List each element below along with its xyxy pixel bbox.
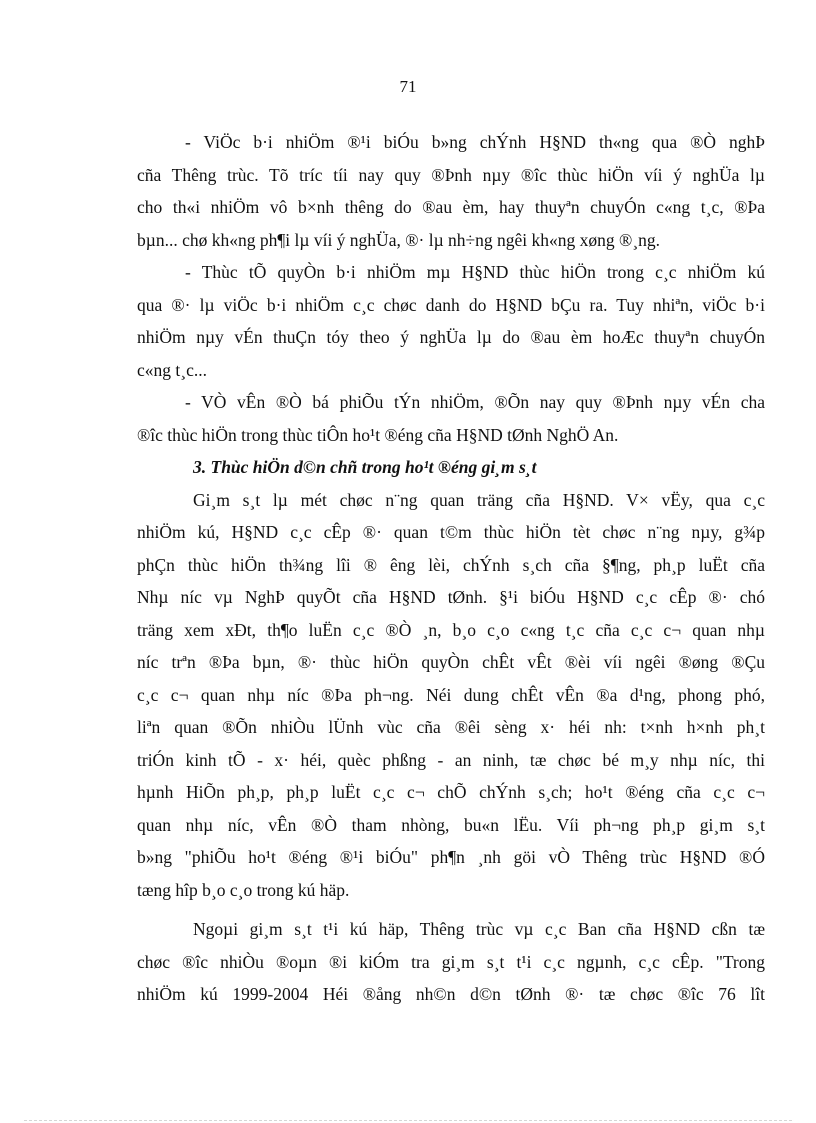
paragraph-line: - VÒ vÊn ®Ò bá phiÕu tÝn nhiÖm, ®Õn nay quy ®Þnh nµy vÉn cha — [185, 392, 765, 412]
paragraph-line: nhiÖm nµy vÉn thuÇn tóy theo ý nghÜa lµ do ®au èm hoÆc thuyªn chuyÓn — [137, 327, 765, 347]
paragraph-line: tæng hîp b¸o c¸o trong kú häp. — [137, 879, 350, 900]
paragraph-line: liªn quan ®Õn nhiÒu lÜnh vùc cña ®êi sèng x· héi nh: t×nh h×nh ph¸t — [137, 717, 765, 737]
paragraph-line: qua ®· lµ viÖc b·i nhiÖm c¸c chøc danh do H§ND bÇu ra. Tuy nhiªn, viÖc b·i — [137, 294, 765, 315]
document-body — [137, 126, 765, 1011]
paragraph-line: nhiÖm kú, H§ND c¸c cÊp ®· quan t©m thùc hiÖn tèt chøc n¨ng nµy, g¾p — [137, 522, 765, 542]
paragraph-line: ®îc thùc hiÖn trong thùc tiÔn ho¹t ®éng cña H§ND tØnh NghÖ An. — [137, 424, 619, 445]
paragraph-line: träng xem xÐt, th¶o luËn c¸c ®Ò ¸n, b¸o c¸o c«ng t¸c cña c¸c c¬ quan nhµ — [137, 619, 765, 640]
paragraph-line: hµnh HiÕn ph¸p, ph¸p luËt c¸c c¬ chÕ chÝnh s¸ch; ho¹t ®éng cña c¸c c¬ — [137, 782, 765, 802]
page-bottom-divider — [24, 1120, 792, 1121]
paragraph-line: - ViÖc b·i nhiÖm ®¹i biÓu b»ng chÝnh H§ND th«ng qua ®Ò nghÞ — [185, 132, 765, 152]
paragraph-line: chøc ®îc nhiÒu ®oµn ®i kiÓm tra gi¸m s¸t t¹i c¸c ngµnh, c¸c cÊp. "Trong — [137, 951, 765, 972]
paragraph-line: cña Thêng trùc. Tõ tríc tíi nay quy ®Þnh nµy ®îc thùc hiÖn víi ý nghÜa lµ — [137, 164, 765, 185]
paragraph-supervision-outside-session — [137, 913, 765, 1011]
section-heading: 3. Thùc hiÖn d©n chñ trong ho¹t ®éng gi¸m s¸t — [193, 457, 537, 477]
paragraph-line: - Thùc tÕ quyÒn b·i nhiÖm mµ H§ND thùc hiÖn trong c¸c nhiÖm kú — [185, 262, 765, 282]
paragraph-line: Gi¸m s¸t lµ mét chøc n¨ng quan träng cña H§ND. V× vËy, qua c¸c — [193, 489, 765, 510]
paragraph-line: b»ng "phiÕu ho¹t ®éng ®¹i biÓu" ph¶n ¸nh göi vÒ Thêng trùc H§ND ®Ó — [137, 847, 765, 867]
paragraph-line: c¸c c¬ quan nhµ níc ®Þa ph¬ng. Néi dung chÊt vÊn ®a d¹ng, phong phó, — [137, 684, 765, 705]
paragraph-line: bµn... chø kh«ng ph¶i lµ víi ý nghÜa, ®· lµ nh÷ng ngêi kh«ng xøng ®¸ng. — [137, 229, 661, 250]
paragraph-line: Nhµ níc vµ NghÞ quyÕt cña H§ND tØnh. §¹i biÓu H§ND c¸c cÊp ®· chó — [137, 587, 765, 607]
paragraph-line: quan nhµ níc, vÊn ®Ò tham nhòng, bu«n lËu. Víi ph¬ng ph¸p gi¸m s¸t — [137, 814, 765, 835]
paragraph-supervision — [137, 484, 765, 907]
paragraph-line: c«ng t¸c... — [137, 359, 207, 380]
paragraph-line: nhiÖm kú 1999-2004 Héi ®ång nh©n d©n tØnh ®· tæ chøc ®îc 76 lît — [137, 984, 765, 1004]
page-number: 71 — [399, 77, 417, 96]
paragraph-line: triÓn kinh tÕ - x· héi, quèc phßng - an ninh, tæ chøc bé m¸y nhµ níc, thi — [137, 749, 765, 770]
paragraph-dismissal-practice — [137, 256, 765, 386]
paragraph-dismissal-by-council — [137, 126, 765, 256]
paragraph-confidence-vote — [137, 386, 765, 451]
paragraph-line: cho th«i nhiÖm vô b×nh thêng do ®au èm, hay thuyªn chuyÓn c«ng t¸c, ®Þa — [137, 197, 765, 217]
paragraph-line: níc trªn ®Þa bµn, ®· thùc hiÖn quyÒn chÊt vÊt ®èi víi ngêi ®øng ®Çu — [137, 652, 765, 672]
paragraph-line: Ngoµi gi¸m s¸t t¹i kú häp, Thêng trùc vµ c¸c Ban cña H§ND cßn tæ — [193, 919, 765, 939]
paragraph-line: phÇn thùc hiÖn th¾ng lîi ® êng lèi, chÝnh s¸ch cña §¶ng, ph¸p luËt cña — [137, 554, 765, 575]
